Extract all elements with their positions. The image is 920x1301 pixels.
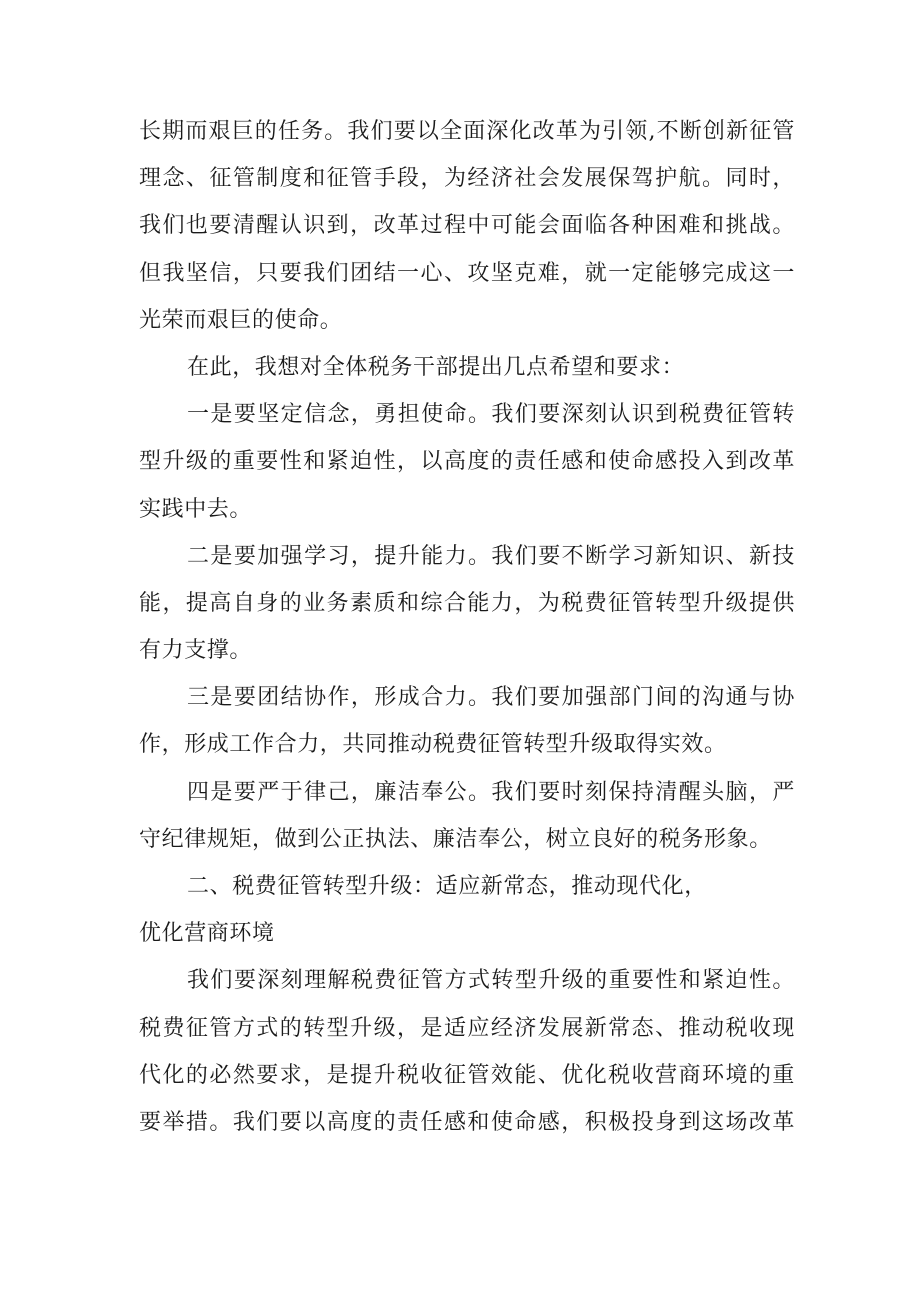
document-body: [139, 108, 795, 1146]
section-heading-continued: 优化营商环境: [139, 921, 275, 947]
text-line: 在此，我想对全体税务干部提出几点希望和要求：: [187, 354, 685, 380]
text-line: 型升级的重要性和紧迫性，以高度的责任感和使命感投入到改革: [139, 449, 795, 475]
text-line: 代化的必然要求，是提升税收征管效能、优化税收营商环境的重: [139, 1062, 795, 1088]
text-line: 但我坚信，只要我们团结一心、攻坚克难，就一定能够完成这一: [139, 260, 795, 286]
text-line: 要举措。我们要以高度的责任感和使命感，积极投身到这场改革: [139, 1109, 795, 1135]
text-line: 税费征管方式的转型升级，是适应经济发展新常态、推动税收现: [139, 1015, 795, 1041]
text-line: 有力支撑。: [139, 638, 253, 664]
text-line: 作，形成工作合力，共同推动税费征管转型升级取得实效。: [139, 732, 727, 758]
section-heading: 二、税费征管转型升级：适应新常态，推动现代化，: [187, 874, 707, 899]
text-line: 能，提高自身的业务素质和综合能力，为税费征管转型升级提供: [139, 590, 795, 616]
text-line: 实践中去。: [139, 496, 253, 522]
text-line: 长期而艰巨的任务。我们要以全面深化改革为引领,不断创新征管: [139, 119, 795, 144]
text-line: 一是要坚定信念，勇担使命。我们要深刻认识到税费征管转: [187, 402, 795, 428]
text-line: 二是要加强学习，提升能力。我们要不断学习新知识、新技: [187, 543, 795, 569]
text-line: 三是要团结协作，形成合力。我们要加强部门间的沟通与协: [187, 685, 795, 711]
text-line: 四是要严于律己，廉洁奉公。我们要时刻保持清醒头脑，严: [187, 779, 795, 805]
text-line: 理念、征管制度和征管手段，为经济社会发展保驾护航。同时，: [139, 166, 795, 192]
text-line: 光荣而艰巨的使命。: [139, 307, 343, 333]
text-line: 我们要深刻理解税费征管方式转型升级的重要性和紧迫性。: [187, 968, 795, 994]
text-line: 我们也要清醒认识到，改革过程中可能会面临各种困难和挑战。: [139, 213, 795, 239]
text-line: 守纪律规矩，做到公正执法、廉洁奉公，树立良好的税务形象。: [139, 826, 772, 852]
